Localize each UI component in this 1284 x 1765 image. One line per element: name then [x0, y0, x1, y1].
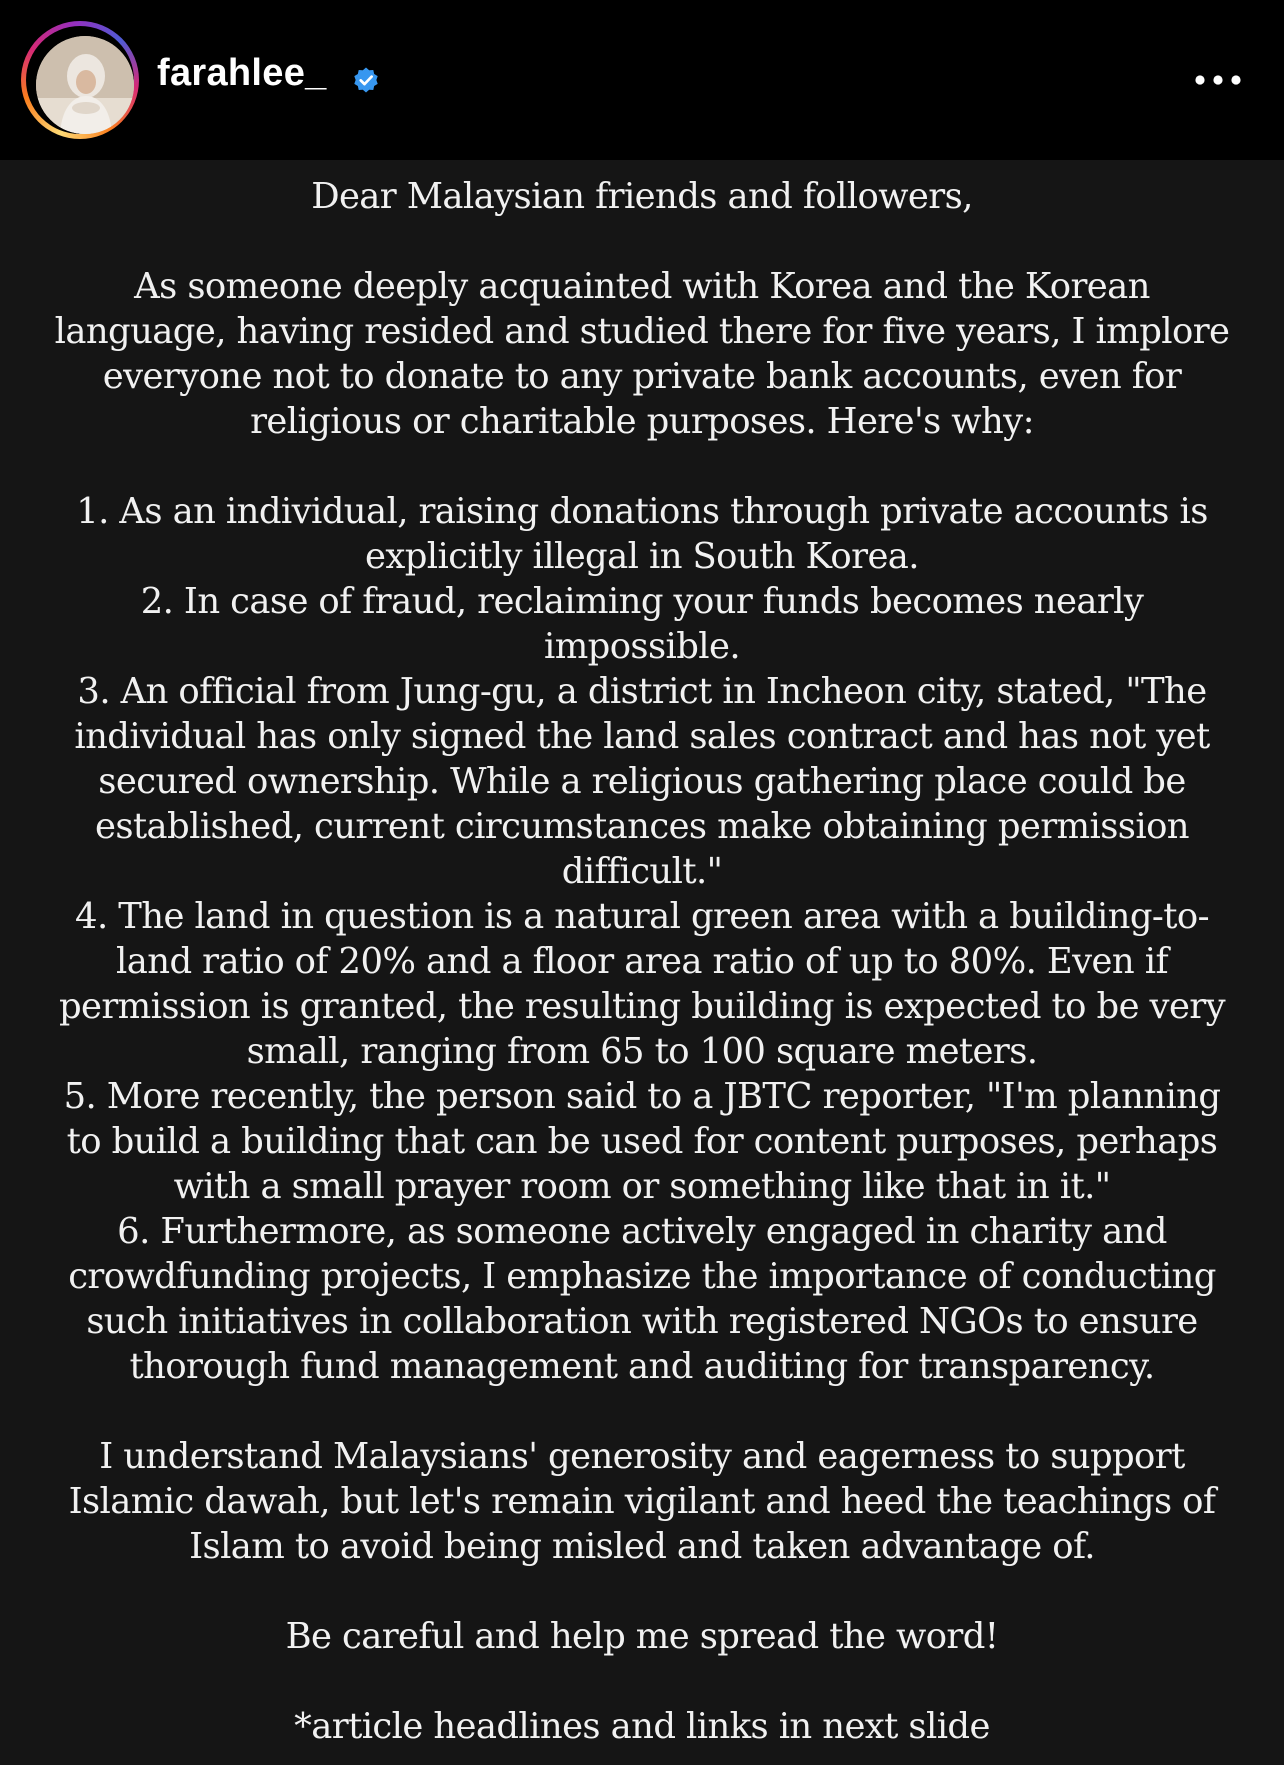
story-line: Be careful and help me spread the word!: [285, 1616, 999, 1657]
story-text: [30, 174, 1254, 1749]
story-line: 3. An official from Jung-gu, a district in Incheon city, stated, "The: [77, 671, 1207, 712]
story-line: 5. More recently, the person said to a JBTC reporter, "I'm planning: [63, 1076, 1221, 1117]
story-line: thorough fund management and auditing for transparency.: [129, 1346, 1155, 1387]
story-line: Islamic dawah, but let's remain vigilant and heed the teachings of: [68, 1481, 1216, 1522]
verified-badge-icon: [351, 65, 381, 95]
story-line: As someone deeply acquainted with Korea and the Korean: [134, 266, 1150, 307]
more-options-icon[interactable]: [1188, 62, 1248, 98]
story-line: everyone not to donate to any private bank accounts, even for: [102, 356, 1182, 397]
story-line: 1. As an individual, raising donations through private accounts is: [76, 491, 1208, 532]
story-line: permission is granted, the resulting building is expected to be very: [58, 986, 1226, 1027]
story-line: to build a building that can be used for content purposes, perhaps: [66, 1121, 1218, 1162]
story-line: language, having resided and studied there for five years, I implore: [54, 311, 1230, 352]
story-line: Islam to avoid being misled and taken advantage of.: [189, 1526, 1095, 1567]
blank-line: [30, 219, 1254, 264]
avatar-photo-icon: [36, 36, 134, 134]
avatar-story-ring[interactable]: [21, 21, 139, 139]
blank-line: [30, 1569, 1254, 1614]
story-line: explicitly illegal in South Korea.: [365, 536, 919, 577]
story-line: individual has only signed the land sales contract and has not yet: [74, 716, 1210, 757]
story-line: land ratio of 20% and a floor area ratio of up to 80%. Even if: [116, 941, 1168, 982]
story-line: 6. Furthermore, as someone actively engaged in charity and: [117, 1211, 1167, 1252]
story-line: I understand Malaysians' generosity and eagerness to support: [99, 1436, 1185, 1477]
story-line: Dear Malaysian friends and followers,: [311, 176, 973, 217]
story-line: 2. In case of fraud, reclaiming your funds becomes nearly: [140, 581, 1144, 622]
story-content: [0, 160, 1284, 1765]
blank-line: [30, 1389, 1254, 1434]
story-line: 4. The land in question is a natural green area with a building-to-: [75, 896, 1209, 937]
story-line: difficult.": [561, 851, 723, 892]
story-header: [0, 0, 1284, 160]
story-line: impossible.: [543, 626, 741, 667]
story-line: such initiatives in collaboration with registered NGOs to ensure: [86, 1301, 1198, 1342]
story-line: small, ranging from 65 to 100 square meters.: [246, 1031, 1038, 1072]
username[interactable]: farahlee_: [157, 52, 327, 94]
avatar[interactable]: [36, 36, 134, 134]
story-line: crowdfunding projects, I emphasize the importance of conducting: [68, 1256, 1216, 1297]
blank-line: [30, 444, 1254, 489]
story-line: established, current circumstances make obtaining permission: [95, 806, 1189, 847]
story-line: religious or charitable purposes. Here's why:: [250, 401, 1034, 442]
story-line: *article headlines and links in next slide: [294, 1706, 990, 1747]
story-line: with a small prayer room or something like that in it.": [173, 1166, 1111, 1207]
blank-line: [30, 1659, 1254, 1704]
story-line: secured ownership. While a religious gathering place could be: [98, 761, 1186, 802]
